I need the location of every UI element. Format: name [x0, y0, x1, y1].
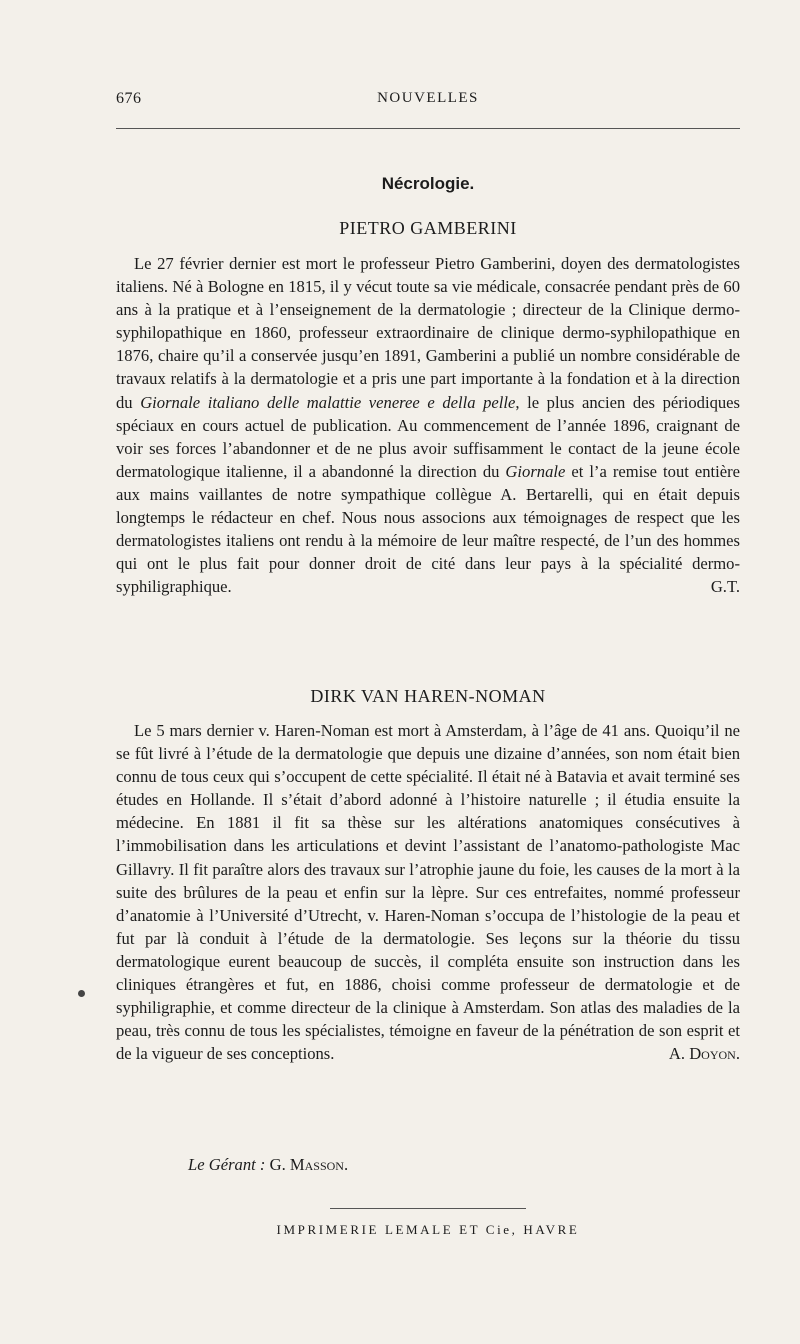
- obituary-text-part: Le 5 mars dernier v. Haren-Noman est mort à Amsterdam, à l’âge de 41 ans. Quoiqu’il ne se fût livré à l’étude de la dermatologie que depuis une dizaine d’années, son nom était bien connu de tous ceux qui s’occupent de cette spécialité. Il était né à Batavia et avait terminé ses études en Hollande. Il s’était d’abord adonné à l’histoire naturelle ; il étudia ensuite la médecine. En 1881 il fit sa thèse sur les altérations anatomiques consécutives à l’immobilisation dans les articulations et devint l’assistant de l’anatomo-pathologiste Mac Gillavry. Il fit paraître alors des travaux sur l’atrophie jaune du foie, les causes de la mort à la suite des brûlures de la peau et enfin sur la lèpre. Sur ces entrefaites, nommé professeur d’anatomie à l’Université d’Utrecht, v. Haren-Noman s’occupa de l’histologie de la peau et fut par là conduit à l’étude de la dermatologie. Ses leçons sur la théorie du tissu dermatologique eurent beaucoup de succès, il compléta ensuite son instruction dans les cliniques étrangères et fut, en 1886, choisi comme professeur de dermatologie et de syphiligraphie, et comme directeur de la clinique à Amsterdam. Son atlas des maladies de la peau, très connu de tous les spécialistes, témoigne en faveur de la pénétration de son esprit et de la vigueur de ses conceptions.: [116, 721, 740, 1064]
- signature-haren-noman: A. Doyon.: [668, 1044, 740, 1064]
- page-number: 676: [116, 90, 142, 107]
- obituary-heading-gamberini: PIETRO GAMBERINI: [339, 218, 517, 238]
- margin-mark: [78, 990, 85, 997]
- obituary-text-gamberini: [116, 252, 740, 598]
- header-rule: [116, 128, 740, 129]
- gerant-name: G. Masson.: [269, 1155, 349, 1174]
- obituary-heading-haren-noman: DIRK VAN HAREN-NOMAN: [310, 686, 546, 706]
- obituary-text-haren-noman: [116, 719, 740, 1065]
- obituary-text-part: , le plus ancien des périodiques spéciaux en cours actuel de publication. Au commencement de l’année 1896, craignant de voir ses forces l’abandonner et de ne plus avoir suffisamment le contact de la jeune école dermatologique italienne, il a abandonné la direction du: [116, 392, 740, 481]
- section-title: Nécrologie.: [381, 174, 475, 193]
- obituary-text-part: et l’a remise tout entière aux mains vaillantes de notre sympathique collègue A. Bertarelli, qui en était depuis longtemps le rédacteur en chef. Nous nous associons aux témoignages de respect que les dermatologistes italiens ont rendu à la mémoire de leur maître respecté, de l’un des hommes qui ont le plus fait pour donner droit de cité dans leur pays à la spécialité dermo-syphiligraphique.: [116, 461, 740, 597]
- obituary-text-part: Le 27 février dernier est mort le professeur Pietro Gamberini, doyen des dermatologistes italiens. Né à Bologne en 1815, il y vécut toute sa vie médicale, consacrée pendant près de 60 ans à la pratique et à l’enseignement de la dermatologie ; directeur de la Clinique dermo-syphilopathique en 1860, professeur extraordinaire de clinique dermo-syphilopathique en 1876, chaire qu’il a conservée jusqu’en 1891, Gamberini a publié un nombre considérable de travaux relatifs à la dermatologie et a pris une part importante à la fondation et à la direction du: [116, 254, 740, 412]
- gerant-label: Le Gérant :: [188, 1155, 266, 1174]
- journal-title: Giornale italiano delle malattie veneree e della pelle: [140, 392, 516, 412]
- gerant-line: [188, 1155, 348, 1175]
- footer-rule: [330, 1208, 526, 1209]
- running-header: [116, 90, 740, 112]
- printer-imprint: IMPRIMERIE LEMALE ET Cie, HAVRE: [276, 1222, 580, 1237]
- signature-gamberini: G.T.: [710, 577, 740, 597]
- journal-short-title: Giornale: [505, 461, 566, 481]
- running-title: NOUVELLES: [377, 90, 479, 106]
